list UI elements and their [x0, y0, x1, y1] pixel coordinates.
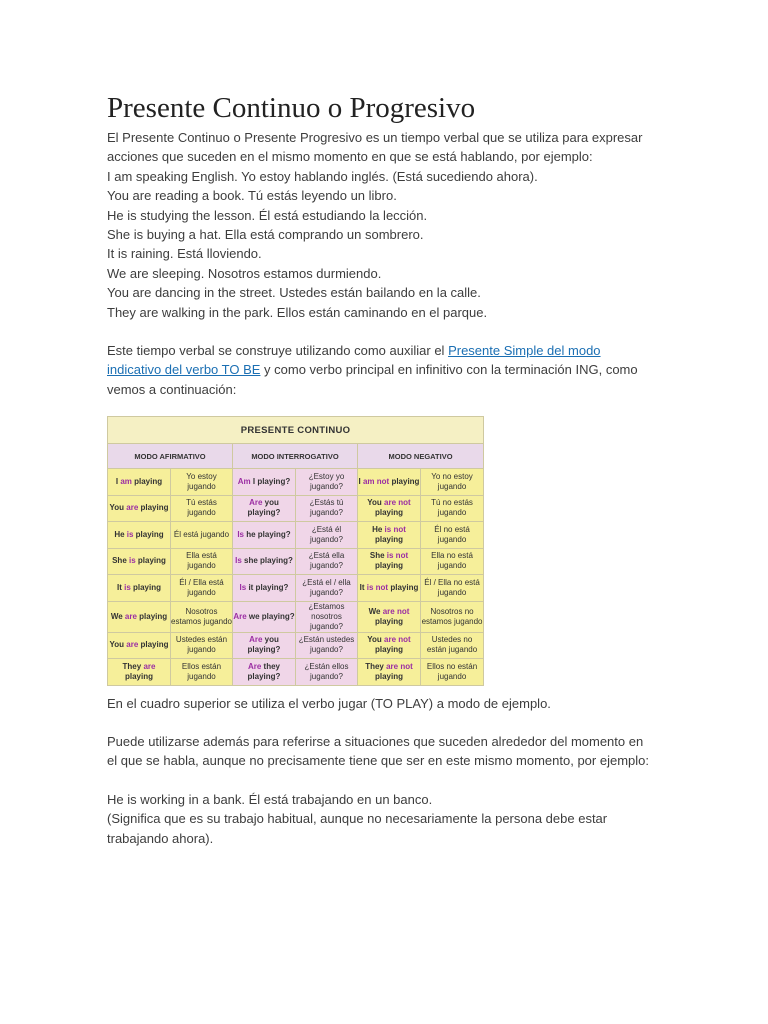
negative-spanish-cell — [421, 575, 484, 602]
construction-line — [107, 341, 667, 360]
negative-spanish-cell — [421, 495, 484, 522]
english-pre: It — [116, 582, 125, 592]
negative-spanish-cell — [421, 659, 484, 686]
spanish-translation: ¿Estás tú jugando? — [309, 498, 344, 518]
affirmative-english-cell — [108, 632, 171, 659]
negative-english-cell — [358, 659, 421, 686]
verb-to-be: is not — [366, 582, 389, 592]
affirmative-spanish-cell — [171, 495, 233, 522]
negative-english-cell — [358, 632, 421, 659]
verb-to-be: Am — [237, 476, 251, 486]
verb-to-be: are — [126, 503, 139, 513]
table-title: PRESENTE CONTINUO — [108, 417, 484, 444]
conjugation-table-body — [108, 469, 484, 686]
interrogative-spanish-cell — [296, 469, 358, 496]
construction-text: Este tiempo verbal se construye utilizando como auxiliar el — [107, 343, 449, 358]
spanish-translation: Nosotros estamos jugando — [171, 606, 232, 626]
verb-to-be: are — [126, 640, 139, 650]
english-post: playing — [374, 671, 403, 681]
spanish-translation: Él está jugando — [173, 529, 230, 539]
spanish-translation: Él no está jugando — [434, 524, 470, 544]
english-post: playing — [136, 611, 168, 621]
verb-to-be: Is — [237, 529, 244, 539]
table-row — [108, 548, 484, 575]
verb-to-be: is — [126, 529, 134, 539]
example-sentence: I am speaking English. Yo estoy hablando inglés. (Está sucediendo ahora). — [107, 168, 538, 184]
presente-simple-link[interactable]: Presente Simple del modo — [448, 343, 601, 358]
interrogative-spanish-cell — [296, 495, 358, 522]
spanish-translation: Tú no estás jugando — [431, 498, 473, 518]
english-post: playing — [138, 640, 169, 650]
presente-simple-link-continued[interactable]: indicativo del verbo TO BE — [107, 362, 261, 378]
verb-to-be: are — [124, 611, 137, 621]
verb-to-be: are not — [382, 606, 410, 616]
negative-english-cell — [358, 548, 421, 575]
affirmative-spanish-cell — [171, 659, 233, 686]
verb-to-be: am — [120, 476, 132, 486]
intro-line: El Presente Continuo o Presente Progresivo es un tiempo verbal que se utiliza para expresar — [107, 130, 643, 145]
verb-to-be: Is — [239, 582, 247, 592]
english-post: playing — [130, 582, 161, 592]
interrogative-english-cell — [233, 469, 296, 496]
example-sentence: He is working in a bank. Él está trabajando en un banco. — [107, 792, 433, 807]
verb-to-be: are not — [384, 635, 411, 645]
english-post: you playing? — [247, 635, 281, 655]
spanish-translation: ¿Están ellos jugando? — [304, 661, 349, 681]
english-pre: You — [109, 640, 127, 650]
english-pre: They — [122, 661, 144, 671]
affirmative-spanish-cell — [171, 469, 233, 496]
spanish-translation: Yo estoy jugando — [186, 471, 217, 491]
verb-to-be: are not — [386, 661, 413, 671]
affirmative-spanish-cell — [171, 548, 233, 575]
spanish-translation: ¿Está el / ella jugando? — [302, 577, 351, 597]
spanish-translation: ¿Estoy yo jugando? — [308, 471, 345, 491]
verb-to-be: Are — [249, 498, 263, 508]
negative-spanish-cell — [421, 632, 484, 659]
interrogative-english-cell — [233, 632, 296, 659]
english-post: playing — [374, 534, 403, 544]
english-post: we playing? — [246, 611, 295, 621]
negative-spanish-cell — [421, 548, 484, 575]
affirmative-english-cell — [108, 659, 171, 686]
english-pre: We — [110, 611, 125, 621]
interrogative-english-cell — [233, 659, 296, 686]
affirmative-spanish-cell — [171, 575, 233, 602]
spanish-translation: Yo no estoy jugando — [431, 471, 473, 491]
affirmative-english-cell — [108, 469, 171, 496]
affirmative-spanish-cell — [171, 522, 233, 549]
english-pre: We — [368, 606, 383, 616]
english-post: playing — [388, 582, 419, 592]
table-row — [108, 495, 484, 522]
verb-to-be: Are — [249, 635, 263, 645]
spanish-translation: ¿Está él jugando? — [310, 524, 343, 544]
interrogative-english-cell — [233, 548, 296, 575]
negative-spanish-cell — [421, 522, 484, 549]
affirmative-english-cell — [108, 575, 171, 602]
english-post: he playing? — [244, 529, 291, 539]
table-row — [108, 469, 484, 496]
interrogative-spanish-cell — [296, 575, 358, 602]
verb-to-be: Are — [247, 661, 262, 671]
verb-to-be: am not — [362, 476, 390, 486]
spanish-translation: Ella está jugando — [186, 551, 217, 571]
example-sentence: They are walking in the park. Ellos están caminando en el parque. — [107, 304, 488, 320]
english-pre: You — [109, 503, 127, 513]
english-post: playing — [138, 503, 169, 513]
intro-line: acciones que suceden en el mismo momento en que se está hablando, por ejemplo: — [107, 149, 593, 165]
verb-to-be: Is — [235, 556, 242, 566]
interrogative-spanish-cell — [296, 548, 358, 575]
example-sentence: You are reading a book. Tú estás leyendo un libro. — [107, 188, 397, 204]
example-note: trabajando ahora). — [107, 830, 214, 846]
interrogative-english-cell — [233, 601, 296, 632]
construction-line: vemos a continuación: — [107, 381, 237, 397]
spanish-translation: Nosotros no estamos jugando — [421, 606, 483, 626]
spanish-translation: Él / Ella no está jugando — [424, 577, 480, 597]
example-sentence: She is buying a hat. Ella está comprando un sombrero. — [107, 227, 424, 243]
english-post: playing — [374, 561, 403, 571]
extra-usage-paragraph — [107, 732, 667, 771]
extra-usage-line: Puede utilizarse además para referirse a situaciones que suceden alrededor del momento en — [107, 734, 644, 749]
interrogative-english-cell — [233, 495, 296, 522]
spanish-translation: ¿Está ella jugando? — [308, 551, 345, 571]
table-note-paragraph — [107, 694, 667, 713]
table-row — [108, 601, 484, 632]
page-title: Presente Continuo o Progresivo — [107, 92, 476, 124]
english-post: it playing? — [246, 582, 289, 592]
affirmative-english-cell — [108, 522, 171, 549]
verb-to-be: Are — [233, 611, 247, 621]
table-row — [108, 659, 484, 686]
english-post: you playing? — [247, 498, 281, 518]
affirmative-english-cell — [108, 548, 171, 575]
negative-english-cell — [358, 601, 421, 632]
spanish-translation: Ellos no están jugando — [426, 661, 478, 681]
english-pre: You — [367, 635, 385, 645]
spanish-translation: ¿Están ustedes jugando? — [298, 635, 355, 655]
english-pre: He — [114, 529, 127, 539]
spanish-translation: Él / Ella está jugando — [179, 577, 224, 597]
english-pre: She — [112, 556, 129, 566]
interrogative-spanish-cell — [296, 632, 358, 659]
english-post: playing — [131, 476, 163, 486]
spanish-translation: Ustedes están jugando — [175, 635, 228, 655]
english-post: playing — [374, 616, 403, 626]
intro-paragraph — [107, 128, 667, 322]
table-row — [108, 575, 484, 602]
table-row — [108, 522, 484, 549]
english-pre: It — [359, 582, 367, 592]
negative-spanish-cell — [421, 469, 484, 496]
english-post: playing — [135, 556, 166, 566]
english-pre: I — [358, 476, 363, 486]
affirmative-english-cell — [108, 495, 171, 522]
example-sentence: You are dancing in the street. Ustedes están bailando en la calle. — [107, 285, 481, 301]
construction-paragraph — [107, 341, 667, 399]
english-pre: They — [365, 661, 387, 671]
conjugation-table — [107, 416, 484, 686]
table-note: En el cuadro superior se utiliza el verbo jugar (TO PLAY) a modo de ejemplo. — [107, 696, 551, 711]
english-post: playing — [389, 476, 420, 486]
english-pre: I — [115, 476, 121, 486]
verb-to-be: is not — [386, 551, 409, 561]
english-pre: He — [372, 524, 385, 534]
english-post: playing — [374, 508, 403, 518]
negative-english-cell — [358, 575, 421, 602]
example-sentence: It is raining. Está lloviendo. — [107, 246, 262, 262]
example-sentence: We are sleeping. Nosotros estamos durmiendo. — [107, 265, 382, 281]
verb-to-be: is not — [384, 524, 406, 534]
interrogative-spanish-cell — [296, 659, 358, 686]
affirmative-spanish-cell — [171, 601, 233, 632]
english-post: playing — [374, 645, 403, 655]
construction-line — [107, 360, 667, 379]
column-header-affirmative: MODO AFIRMATIVO — [108, 444, 233, 469]
verb-to-be: are — [143, 661, 156, 671]
interrogative-spanish-cell — [296, 522, 358, 549]
example-paragraph — [107, 790, 667, 848]
english-pre: She — [369, 551, 387, 561]
negative-spanish-cell — [421, 601, 484, 632]
spanish-translation: Ellos están jugando — [181, 661, 222, 681]
negative-english-cell — [358, 522, 421, 549]
english-post: playing — [133, 529, 164, 539]
spanish-translation: Tú estás jugando — [186, 498, 217, 518]
table-row — [108, 632, 484, 659]
spanish-translation: ¿Estamos nosotros jugando? — [308, 601, 345, 631]
affirmative-spanish-cell — [171, 632, 233, 659]
english-post: I playing? — [250, 476, 291, 486]
english-post: playing — [124, 671, 153, 681]
interrogative-english-cell — [233, 575, 296, 602]
affirmative-english-cell — [108, 601, 171, 632]
interrogative-spanish-cell — [296, 601, 358, 632]
negative-english-cell — [358, 469, 421, 496]
example-sentence: He is studying the lesson. Él está estudiando la lección. — [107, 207, 428, 223]
spanish-translation: Ella no está jugando — [431, 551, 473, 571]
extra-usage-line: el que se habla, aunque no precisamente tiene que ser en este mismo momento, por ejemplo: — [107, 753, 649, 769]
interrogative-english-cell — [233, 522, 296, 549]
construction-text: y como verbo principal en infinitivo con la terminación ING, como — [260, 362, 638, 378]
negative-english-cell — [358, 495, 421, 522]
english-pre: You — [367, 498, 385, 508]
english-post: they playing? — [247, 661, 281, 681]
example-note: (Significa que es su trabajo habitual, aunque no necesariamente la persona debe estar — [107, 811, 608, 827]
column-header-interrogative: MODO INTERROGATIVO — [233, 444, 358, 469]
spanish-translation: Ustedes no están jugando — [426, 635, 478, 655]
verb-to-be: is — [124, 582, 131, 592]
english-post: she playing? — [241, 556, 293, 566]
column-header-negative: MODO NEGATIVO — [358, 444, 484, 469]
verb-to-be: are not — [384, 498, 411, 508]
verb-to-be: is — [129, 556, 136, 566]
